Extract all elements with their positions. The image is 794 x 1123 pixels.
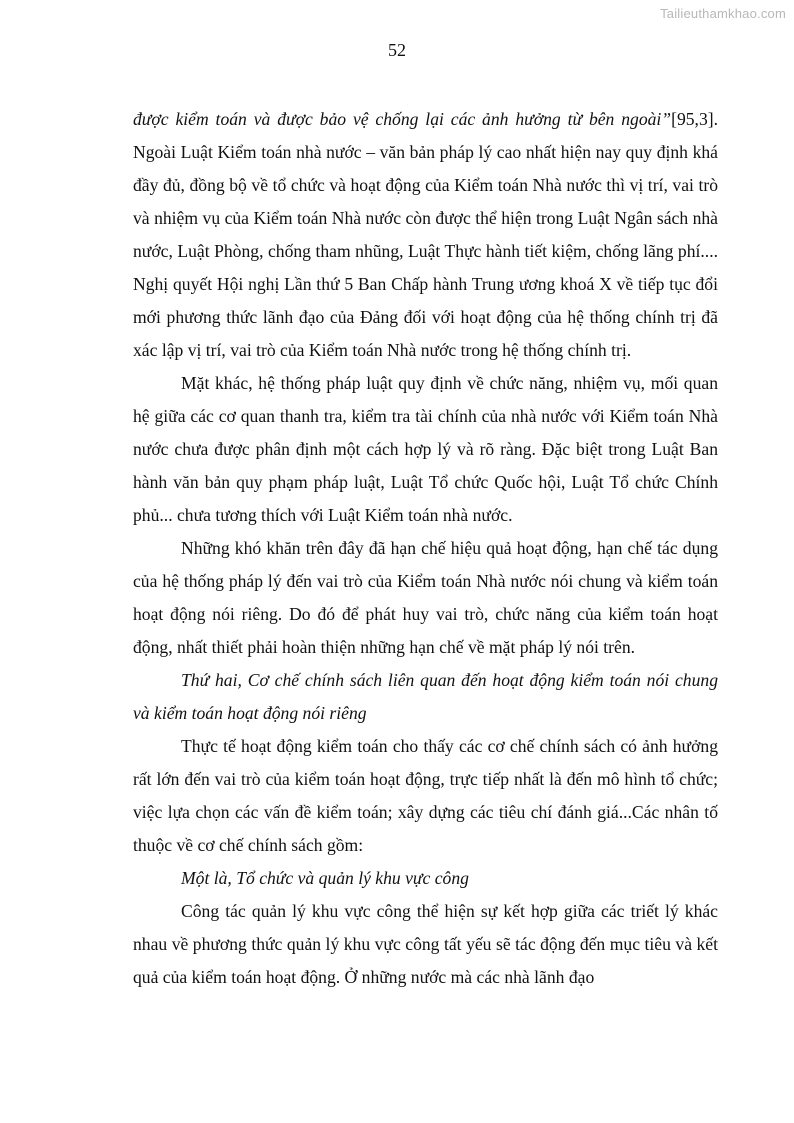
section-heading-mot-la: Một là, Tổ chức và quản lý khu vực công bbox=[181, 868, 469, 888]
quote-italic-ending: được kiểm toán và được bảo vệ chống lại các ảnh hưởng từ bên ngoài” bbox=[133, 109, 672, 129]
paragraph: Công tác quản lý khu vực công thể hiện sự kết hợp giữa các triết lý khác nhau về phương thức quản lý khu vực công tất yếu sẽ tác động đến mục tiêu và kết quả của kiểm toán hoạt động. Ở những nước mà các nhà lãnh đạo bbox=[133, 901, 718, 987]
paragraph: Mặt khác, hệ thống pháp luật quy định về chức năng, nhiệm vụ, mối quan hệ giữa các cơ quan thanh tra, kiểm tra tài chính của nhà nước với Kiểm toán Nhà nước chưa được phân định một cách hợp lý và rõ ràng. Đặc biệt trong Luật Ban hành văn bản quy phạm pháp luật, Luật Tổ chức Quốc hội, Luật Tổ chức Chính phủ... chưa tương thích với Luật Kiểm toán nhà nước. bbox=[133, 373, 718, 525]
paragraph-text: [95,3]. Ngoài Luật Kiểm toán nhà nước – văn bản pháp lý cao nhất hiện nay quy định khá đầy đủ, đồng bộ về tổ chức và hoạt động của Kiểm toán Nhà nước thì vị trí, vai trò và nhiệm vụ của Kiểm toán Nhà nước còn được thể hiện trong Luật Ngân sách nhà nước, Luật Phòng, chống tham nhũng, Luật Thực hành tiết kiệm, chống lãng phí.... Nghị quyết Hội nghị Lần thứ 5 Ban Chấp hành Trung ương khoá X về tiếp tục đổi mới phương thức lãnh đạo của Đảng đối với hoạt động của hệ thống chính trị đã xác lập vị trí, vai trò của Kiểm toán Nhà nước trong hệ thống chính trị. bbox=[133, 109, 718, 360]
paragraph: Thực tế hoạt động kiểm toán cho thấy các cơ chế chính sách có ảnh hưởng rất lớn đến vai trò của kiểm toán hoạt động, trực tiếp nhất là đến mô hình tổ chức; việc lựa chọn các vấn đề kiểm toán; xây dựng các tiêu chí đánh giá...Các nhân tố thuộc về cơ chế chính sách gồm: bbox=[133, 736, 718, 855]
watermark-text: Tailieuthamkhao.com bbox=[660, 6, 786, 21]
paragraph: Những khó khăn trên đây đã hạn chế hiệu quả hoạt động, hạn chế tác dụng của hệ thống pháp lý đến vai trò của Kiểm toán Nhà nước nói chung và kiểm toán hoạt động nói riêng. Do đó để phát huy vai trò, chức năng của kiểm toán hoạt động, nhất thiết phải hoàn thiện những hạn chế về mặt pháp lý nói trên. bbox=[133, 538, 718, 657]
paragraph-continuation bbox=[133, 103, 718, 367]
section-heading-thu-hai: Thứ hai, Cơ chế chính sách liên quan đến hoạt động kiểm toán nói chung và kiểm toán hoạt động nói riêng bbox=[133, 670, 718, 723]
document-body bbox=[133, 103, 718, 994]
page-number: 52 bbox=[388, 40, 406, 60]
